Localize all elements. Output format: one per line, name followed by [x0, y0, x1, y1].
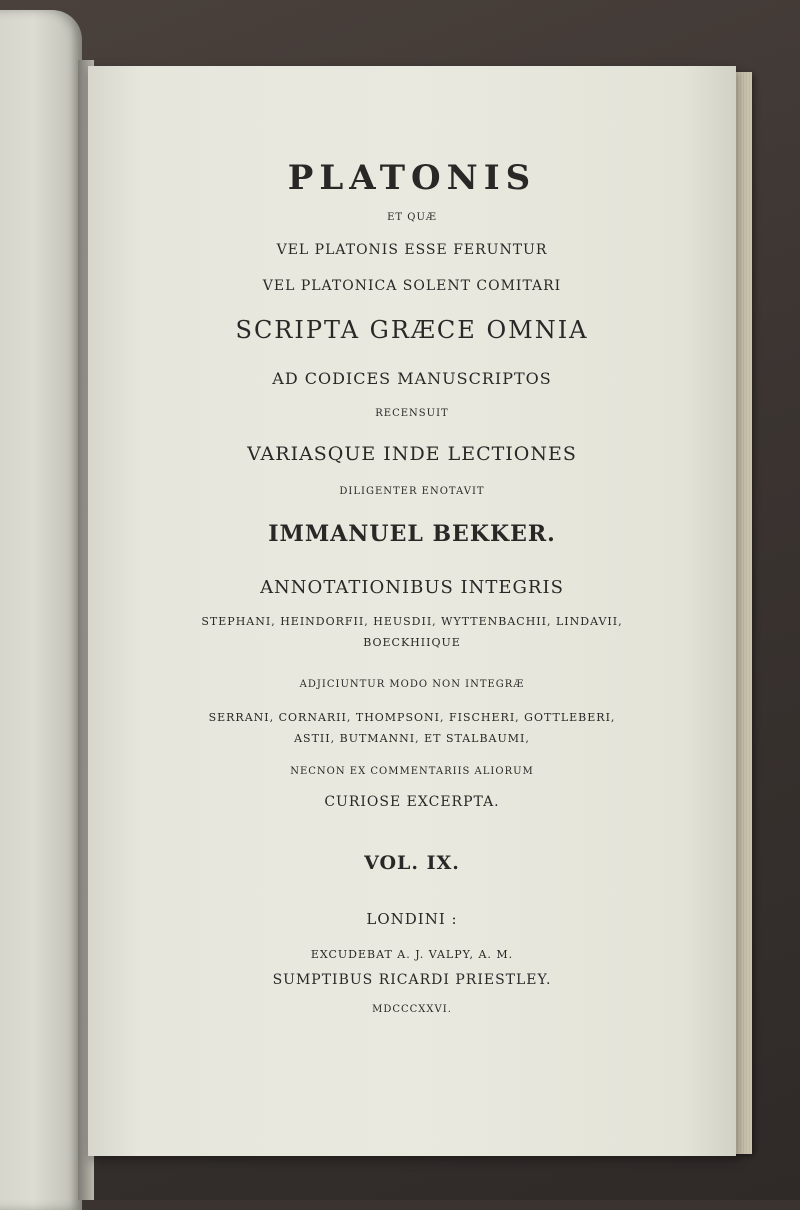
book-title: PLATONIS — [287, 158, 537, 198]
line-ad-codices: AD CODICES MANUSCRIPTOS — [272, 369, 552, 388]
left-page — [0, 10, 82, 1210]
line-scripta-graece-omnia: SCRIPTA GRÆCE OMNIA — [235, 316, 589, 344]
line-recensuit: RECENSUIT — [375, 408, 449, 419]
volume-number: VOL. IX. — [364, 852, 460, 874]
line-serrani: SERRANI, CORNARII, THOMPSONI, FISCHERI, GOTTLEBERI, — [208, 711, 616, 724]
line-variasque: VARIASQUE INDE LECTIONES — [247, 443, 577, 465]
line-annotationibus: ANNOTATIONIBUS INTEGRIS — [260, 577, 564, 598]
line-diligenter: DILIGENTER ENOTAVIT — [339, 486, 485, 497]
line-boeckhiique: BOECKHIIQUE — [363, 636, 461, 649]
line-et-quae: ET QUÆ — [387, 212, 437, 223]
line-stephani: STEPHANI, HEINDORFII, HEUSDII, WYTTENBACHII, LINDAVII, — [201, 615, 623, 628]
line-curiose: CURIOSE EXCERPTA. — [324, 794, 500, 810]
title-page-text — [88, 66, 736, 1156]
line-vel-platonis: VEL PLATONIS ESSE FERUNTUR — [276, 242, 548, 258]
line-necnon: NECNON EX COMMENTARIIS ALIORUM — [290, 766, 534, 777]
line-vel-platonica: VEL PLATONICA SOLENT COMITARI — [262, 278, 562, 294]
line-astii: ASTII, BUTMANNI, ET STALBAUMI, — [294, 732, 530, 745]
imprint-year: MDCCCXXVI. — [372, 1004, 452, 1015]
imprint-place: LONDINI : — [366, 910, 458, 928]
imprint-publisher: SUMPTIBUS RICARDI PRIESTLEY. — [272, 972, 552, 988]
editor-name: IMMANUEL BEKKER. — [268, 521, 556, 547]
line-adjiciuntur: ADJICIUNTUR MODO NON INTEGRÆ — [299, 679, 525, 690]
imprint-printer: EXCUDEBAT A. J. VALPY, A. M. — [310, 948, 514, 961]
